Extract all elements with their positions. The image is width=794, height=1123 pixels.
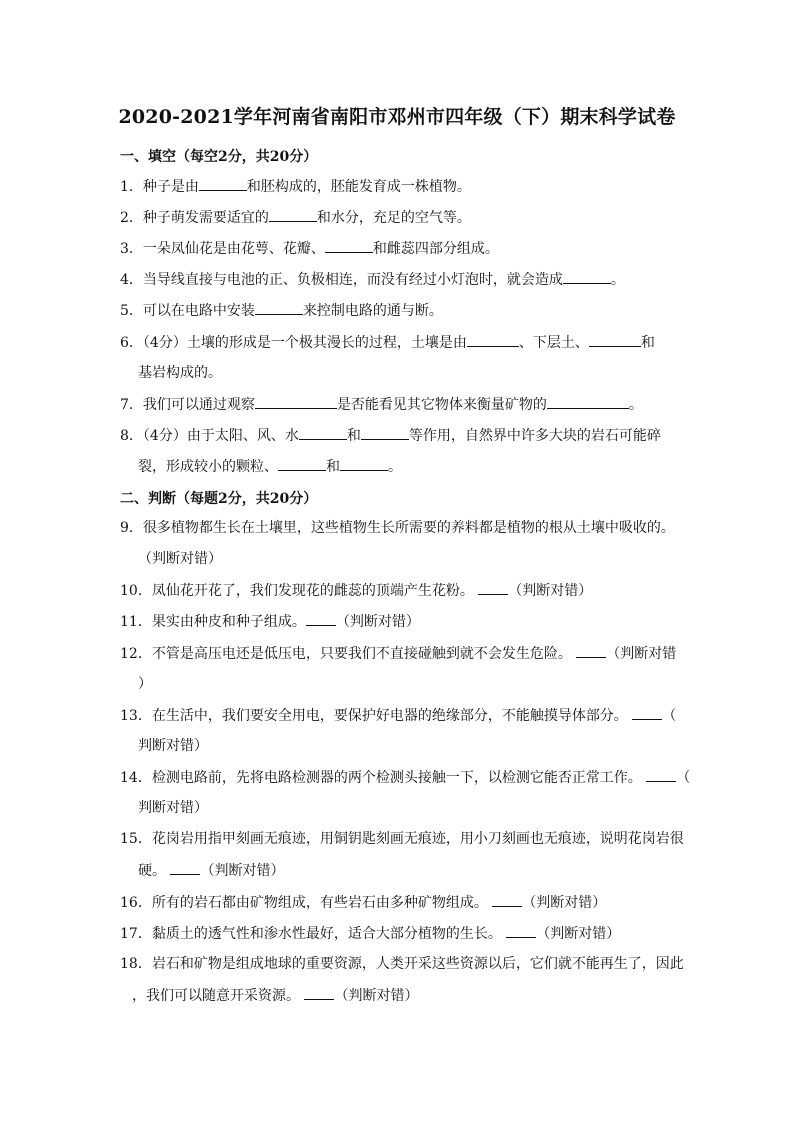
answer-blank[interactable] [547, 395, 629, 409]
question-9: 9．很多植物都生长在土壤里，这些植物生长所需要的养料都是植物的根从土壤中吸收的。 [120, 520, 675, 536]
answer-blank[interactable] [170, 861, 200, 875]
question-14-continued: 判断对错） [138, 800, 208, 816]
answer-blank[interactable] [492, 893, 522, 907]
question-11: 11．果实由种皮和种子组成。 （判断对错） [120, 614, 420, 630]
answer-blank[interactable] [299, 426, 347, 440]
question-12: 12．不管是高压电还是低压电，只要我们不直接碰触到就不会发生危险。 （判断对错 [120, 646, 677, 662]
answer-blank[interactable] [361, 426, 409, 440]
question-1: 1．种子是由 和胚构成的，胚能发育成一株植物。 [120, 179, 471, 195]
page-title: 2020-2021学年河南省南阳市邓州市四年级（下）期末科学试卷 [118, 106, 676, 128]
question-17: 17．黏质土的透气性和渗水性最好，适合大部分植物的生长。 （判断对错） [120, 926, 621, 942]
question-16: 16．所有的岩石都由矿物组成，有些岩石由多种矿物组成。 （判断对错） [120, 895, 607, 911]
question-18: 18．岩石和矿物是组成地球的重要资源，人类开采这些资源以后，它们就不能再生了，因此 [120, 956, 684, 972]
question-5: 5．可以在电路中安装 来控制电路的通与断。 [120, 303, 443, 319]
answer-blank[interactable] [255, 301, 303, 315]
answer-blank[interactable] [340, 457, 388, 471]
question-15: 15．花岗岩用指甲刻画无痕迹，用铜钥匙刻画无痕迹，用小刀刻画也无痕迹，说明花岗岩很 [120, 831, 684, 847]
answer-blank[interactable] [269, 208, 317, 222]
question-9-continued: （判断对错） [138, 551, 222, 567]
question-18-continued: ，我们可以随意开采资源。 （判断对错） [132, 988, 419, 1004]
answer-blank[interactable] [478, 581, 508, 595]
question-6: 6．（4分）土壤的形成是一个极其漫长的过程，土壤是由 、下层土、 和 [120, 335, 655, 351]
question-3: 3．一朵凤仙花是由花萼、花瓣、 和雌蕊四部分组成。 [120, 241, 499, 257]
answer-blank[interactable] [306, 612, 336, 626]
question-4: 4．当导线直接与电池的正、负极相连，而没有经过小灯泡时，就会造成 。 [120, 272, 625, 288]
answer-blank[interactable] [506, 924, 536, 938]
section-heading-true-false: 二、判断（每题2分，共20分） [120, 491, 318, 507]
answer-blank[interactable] [467, 333, 519, 347]
answer-blank[interactable] [325, 239, 373, 253]
question-7: 7．我们可以通过观察 是否能看见其它物体来衡量矿物的 。 [120, 397, 643, 413]
question-10: 10．凤仙花开花了，我们发现花的雌蕊的顶端产生花粉。 （判断对错） [120, 583, 593, 599]
question-14: 14．检测电路前，先将电路检测器的两个检测头接触一下，以检测它能否正常工作。 （ [120, 770, 691, 786]
answer-blank[interactable] [255, 395, 337, 409]
answer-blank[interactable] [646, 768, 676, 782]
question-15-continued: 硬。 （判断对错） [138, 863, 285, 879]
answer-blank[interactable] [563, 270, 611, 284]
question-8: 8．（4分）由于太阳、风、水 和 等作用，自然界中许多大块的岩石可能碎 [120, 428, 661, 444]
question-2: 2．种子萌发需要适宜的 和水分，充足的空气等。 [120, 210, 471, 226]
question-13-continued: 判断对错） [138, 738, 208, 754]
question-13: 13．在生活中，我们要安全用电，要保护好电器的绝缘部分，不能触摸导体部分。 （ [120, 708, 677, 724]
question-6-continued: 基岩构成的。 [138, 365, 222, 381]
answer-blank[interactable] [589, 333, 641, 347]
answer-blank[interactable] [304, 986, 334, 1000]
question-8-continued: 裂，形成较小的颗粒、 和 。 [138, 459, 402, 475]
section-heading-fill-in: 一、填空（每空2分，共20分） [120, 149, 318, 165]
answer-blank[interactable] [199, 177, 247, 191]
answer-blank[interactable] [632, 706, 662, 720]
answer-blank[interactable] [576, 644, 606, 658]
question-12-continued: ） [138, 676, 152, 692]
answer-blank[interactable] [278, 457, 326, 471]
